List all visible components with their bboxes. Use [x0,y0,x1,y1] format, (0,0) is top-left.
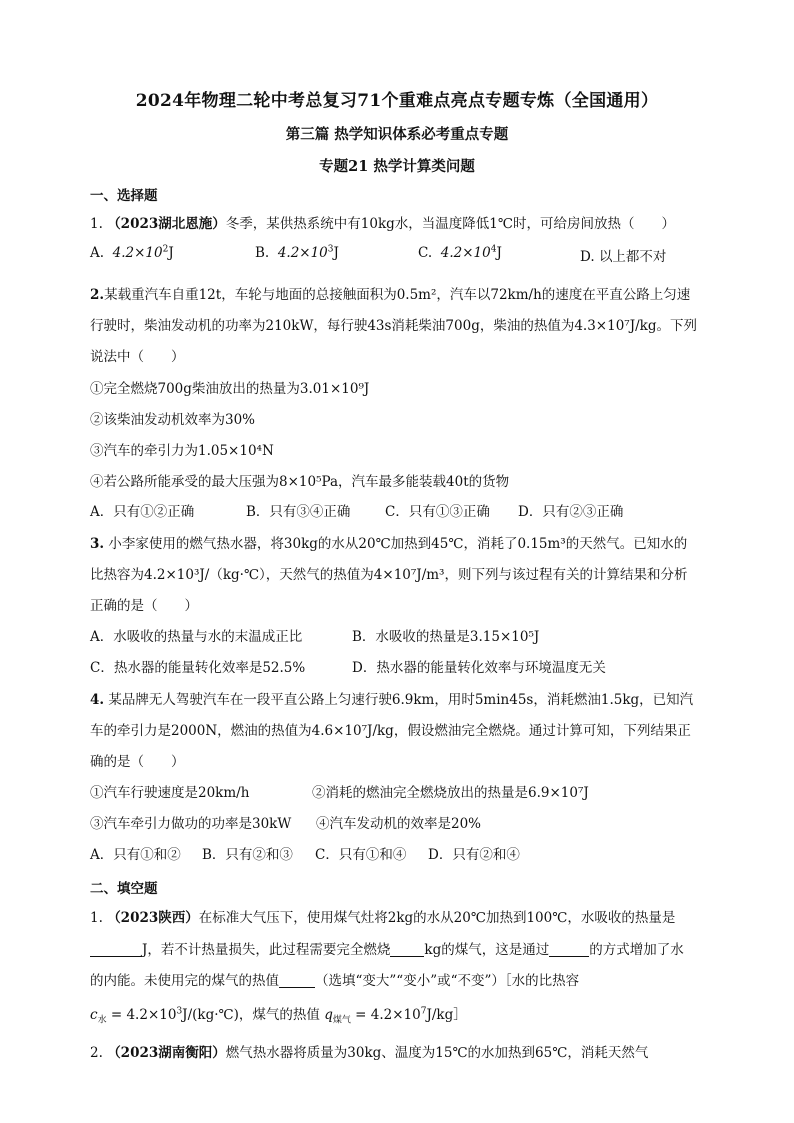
section-heading-choice: 一、选择题 [90,188,158,204]
question-source: （2023湖北恩施） [107,216,226,232]
question-2-line-3: 说法中（ ） [90,349,185,365]
option-b: B．只有③④正确 [246,504,351,520]
fill-question-1-line-3: 的内能。未使用完的煤气的热值 （选填“变大”“变小”或“不变”）［水的比热容 [90,973,580,989]
fill-question-2: 2. （2023湖南衡阳）燃气热水器将质量为30kg、温度为15℃的水加热到65℃，消耗天然气 [90,1045,649,1061]
question-number: 1. [90,910,103,926]
option-a: A．只有①和② [90,847,181,863]
fill-question-1: 1. （2023陕西）在标准大气压下，使用煤气灶将2kg的水从20℃加热到100℃，水吸收的热量是 [90,910,676,926]
fill-question-1-formula: $c_水$ = $4.2\times 10^3J/(kg\cdot℃)$，煤气的热值 $q_{煤气}$ = $4.2\times 10^7J/kg]$ [90,1006,467,1026]
option-a: A. $4.2\times 10^2J$ [90,244,174,261]
question-number: 4. [90,692,105,708]
answer-blank[interactable] [549,942,589,957]
statement-3: ③汽车牵引力做功的功率是30kW [90,816,292,832]
question-3: 3. 小李家使用的燃气热水器，将30kg的水从20℃加热到45℃，消耗了0.15m³的天然气。已知水的 [90,536,688,552]
question-1 [90,212,710,232]
answer-blank[interactable] [279,973,315,988]
option-a: A．水吸收的热量与水的末温成正比 [90,629,303,645]
option-d: D．热水器的能量转化效率与环境温度无关 [352,660,606,676]
topic-heading: 专题21 热学计算类问题 [319,158,475,175]
option-b: B. $4.2\times 10^3J$ [255,244,339,261]
answer-blank[interactable] [390,942,424,957]
option-c: C．只有①③正确 [385,504,490,520]
statement-4: ④汽车发动机的效率是20% [316,816,482,832]
option-b: B．只有②和③ [202,847,293,863]
statement-4: ④若公路所能承受的最大压强为8×10⁵Pa，汽车最多能装载40t的货物 [90,474,510,490]
question-3-line-2: 比热容为4.2×10³J/（kg·℃），天然气的热值为4×10⁷J/m³，则下列与该过程有关的计算结果和分析 [90,567,688,583]
statement-1: ①汽车行驶速度是20km/h [90,785,250,801]
question-4: 4. 某品牌无人驾驶汽车在一段平直公路上匀速行驶6.9km，用时5min45s，消耗燃油1.5kg，已知汽 [90,692,694,708]
option-c: C．热水器的能量转化效率是52.5% [90,660,306,676]
question-number: 1. [90,216,103,232]
part-heading: 第三篇 热学知识体系必考重点专题 [285,126,509,143]
question-number: 2. [90,287,105,303]
option-d: D. 以上都不对 [580,249,667,265]
statement-2: ②消耗的燃油完全燃烧放出的热量是6.9×10⁷J [312,785,589,801]
document-title: 2024年物理二轮中考总复习71个重难点亮点专题专炼（全国通用） [135,91,659,111]
question-source: （2023陕西） [107,910,199,926]
answer-blank[interactable] [90,942,142,957]
statement-3: ③汽车的牵引力为1.05×10⁴N [90,443,274,459]
option-c: C．只有①和④ [315,847,407,863]
question-2: 2.某载重汽车自重12t，车轮与地面的总接触面积为0.5m²，汽车以72km/h的速度在平直公路上匀速 [90,287,691,303]
question-source: （2023湖南衡阳） [107,1045,226,1061]
fill-question-1-line-2: J，若不计热量损失，此过程需要完全燃烧 kg的煤气，这是通过 的方式增加了水 [90,938,710,958]
statement-2: ②该柴油发动机效率为30% [90,412,256,428]
question-2-line-2: 行驶时，柴油发动机的功率为210kW，每行驶43s消耗柴油700g，柴油的热值为4.3×10⁷J/kg。下列 [90,318,697,334]
question-stem: 冬季，某供热系统中有10kg水，当温度降低1℃时，可给房间放热（ ） [225,216,675,232]
question-4-line-2: 车的牵引力是2000N，燃油的热值为4.6×10⁷J/kg，假设燃油完全燃烧。通过计算可知，下列结果正 [90,723,691,739]
option-b: B．水吸收的热量是3.15×10⁵J [352,629,540,645]
option-a: A．只有①②正确 [90,504,195,520]
option-d: D．只有②和④ [428,847,520,863]
question-number: 2. [90,1045,103,1061]
question-number: 3. [90,536,105,552]
section-heading-fill-in: 二、填空题 [90,881,158,897]
option-c: C. $4.2\times 10^4J$ [418,244,502,261]
question-4-line-3: 确的是（ ） [90,754,185,770]
statement-1: ①完全燃烧700g柴油放出的热量为3.01×10⁹J [90,381,370,397]
option-d: D．只有②③正确 [518,504,624,520]
question-3-line-3: 正确的是（ ） [90,598,198,614]
